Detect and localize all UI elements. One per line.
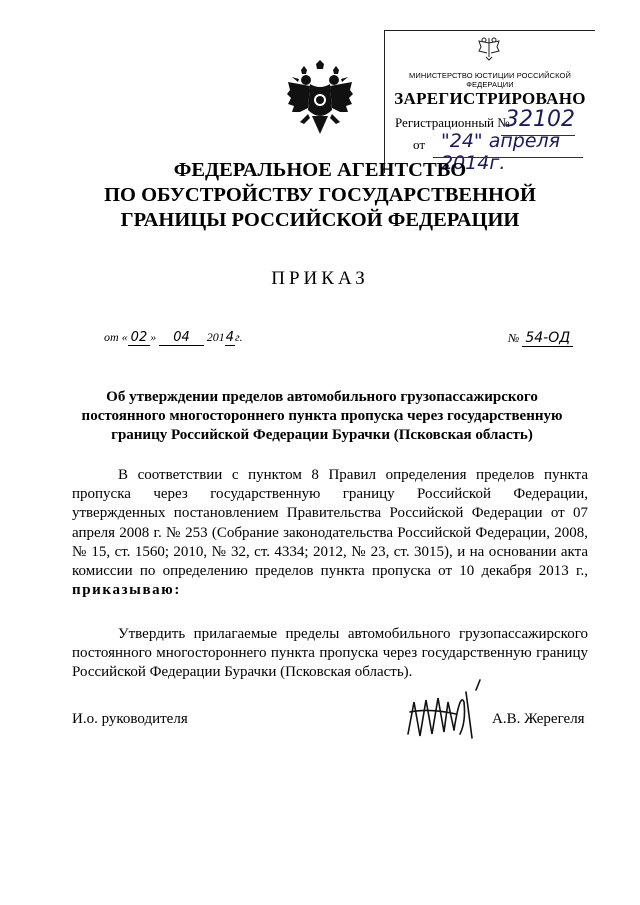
registration-stamp <box>384 30 595 173</box>
date-month: 04 <box>159 330 204 346</box>
date-suffix: г. <box>235 330 243 344</box>
date-day: 02 <box>128 330 151 346</box>
order-subject <box>72 388 572 445</box>
date-year-prefix: 201 <box>206 330 225 344</box>
subject-line: постоянного многостороннего пункта пропуска через государственную <box>81 408 563 424</box>
stamp-emblem-icon <box>477 35 501 61</box>
stamp-reg-date-label: от <box>413 137 426 152</box>
order-date <box>104 330 243 345</box>
number-label: № <box>508 331 520 345</box>
handwritten-signature-icon <box>400 672 490 752</box>
agency-title-line: ФЕДЕРАЛЬНОЕ АГЕНТСТВО <box>173 159 467 181</box>
date-mid: » <box>150 330 157 344</box>
stamp-reg-number: 32102 <box>505 107 575 132</box>
date-prefix: от « <box>104 330 128 344</box>
stamp-reg-date: "24" апреля 2014г. <box>441 130 561 174</box>
agency-title <box>60 158 580 233</box>
stamp-registered: ЗАРЕГИСТРИРОВАНО <box>394 89 586 108</box>
order-number <box>508 330 573 346</box>
agency-title-line: ПО ОБУСТРОЙСТВУ ГОСУДАРСТВЕННОЙ <box>104 184 536 206</box>
stamp-reg-number-label: Регистрационный № <box>395 115 510 130</box>
document-type-heading: ПРИКАЗ <box>271 268 369 289</box>
subject-line: Об утверждении пределов автомобильного грузопассажирского <box>106 389 538 405</box>
body-paragraph-2: Утвердить прилагаемые пределы автомобильного грузопассажирского постоянного многостороннего пункта пропуска через государственную границу Российской Федерации Бурачки (Псковская область). <box>72 626 588 681</box>
subject-line: границу Российской Федерации Бурачки (Псковская область) <box>111 427 533 443</box>
prikazyvayu-word: приказываю: <box>72 582 181 599</box>
agency-title-line: ГРАНИЦЫ РОССИЙСКОЙ ФЕДЕРАЦИИ <box>120 209 520 231</box>
signatory-position: И.о. руководителя <box>72 711 188 727</box>
paragraph-text: В соответствии с пунктом 8 Правил определения пределов пункта пропуска через государственную границу Российской Федерации, утвержденных постановлением Правительства Российской Федерации от 07 апреля 2008 г. № 253 (Собрание законодательства Российской Федерации, 2008, № 15, ст. 1560; 2010, № 32, ст. 4334; 2012, № 23, ст. 3015), и на основании акта комиссии по определению пределов пункта пропуска от 10 декабря 2013 г., <box>72 467 588 580</box>
number-value: 54-ОД <box>522 330 573 347</box>
date-year-digit: 4 <box>225 330 235 345</box>
double-headed-eagle-emblem-icon <box>286 60 354 142</box>
stamp-ministry: МИНИСТЕРСТВО ЮСТИЦИИ РОССИЙСКОЙ ФЕДЕРАЦИИ <box>409 71 571 89</box>
signatory-name: А.В. Жерегеля <box>492 711 585 727</box>
body-paragraph-1 <box>72 466 588 600</box>
